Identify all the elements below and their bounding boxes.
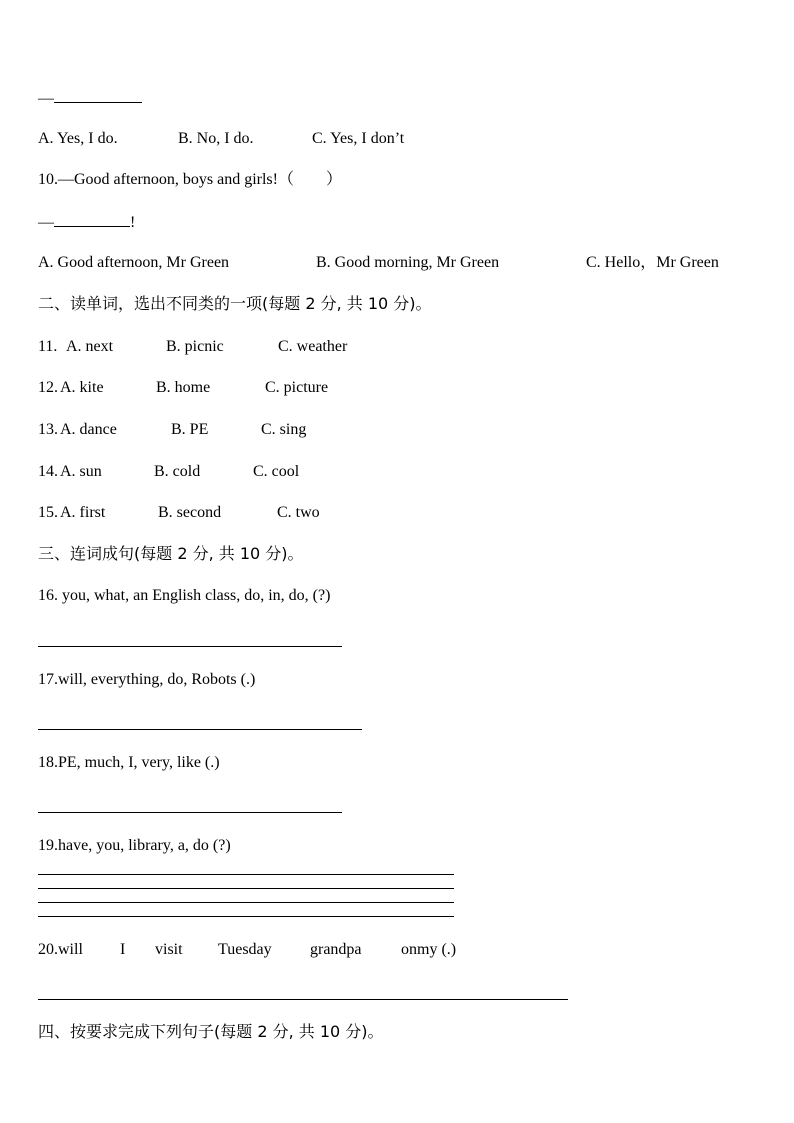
q14-option-c[interactable]: C. cool xyxy=(253,463,300,480)
q15-option-a[interactable]: A. first xyxy=(60,504,106,521)
section3-heading: 三、连词成句(每题 2 分, 共 10 分)。 xyxy=(38,544,304,563)
q19-answer-line-3[interactable] xyxy=(38,902,454,903)
q19-answer-line-2[interactable] xyxy=(38,888,454,889)
q18-answer-line[interactable] xyxy=(38,812,342,813)
q20-word-1: 20.will xyxy=(38,941,83,958)
q20-answer-line[interactable] xyxy=(38,999,568,1000)
q12-option-a[interactable]: A. kite xyxy=(60,379,104,396)
q11-option-a[interactable]: A. next xyxy=(66,338,114,355)
q9-option-a[interactable]: A. Yes, I do. xyxy=(38,130,118,147)
q9-dash: — xyxy=(38,90,54,107)
q20-word-2: I xyxy=(120,941,126,958)
q20-word-3: visit xyxy=(155,941,183,958)
q10-question: 10.—Good afternoon, boys and girls!（ ） xyxy=(38,171,342,188)
q11-option-b[interactable]: B. picnic xyxy=(166,338,224,355)
q9-option-c[interactable]: C. Yes, I don’t xyxy=(312,130,405,147)
q12-option-c[interactable]: C. picture xyxy=(265,379,329,396)
q14-option-b[interactable]: B. cold xyxy=(154,463,201,480)
q12-option-b[interactable]: B. home xyxy=(156,379,211,396)
q10-answer-blank[interactable] xyxy=(54,212,130,227)
q11-number: 11. xyxy=(38,338,58,355)
q14-option-a[interactable]: A. sun xyxy=(60,463,102,480)
q10-answer-end: ! xyxy=(130,214,136,231)
q17-prompt: 17.will, everything, do, Robots (.) xyxy=(38,671,256,688)
q12-number: 12. xyxy=(38,379,58,396)
section4-heading: 四、按要求完成下列句子(每题 2 分, 共 10 分)。 xyxy=(38,1022,384,1041)
q16-answer-line[interactable] xyxy=(38,646,342,647)
q10-option-c[interactable]: C. Hello，Mr Green xyxy=(586,254,719,271)
q17-answer-line[interactable] xyxy=(38,729,362,730)
q15-option-c[interactable]: C. two xyxy=(277,504,320,521)
q19-prompt: 19.have, you, library, a, do (?) xyxy=(38,837,231,854)
q15-number: 15. xyxy=(38,504,58,521)
q19-answer-line-1[interactable] xyxy=(38,874,454,875)
q19-answer-line-4[interactable] xyxy=(38,916,454,917)
q13-option-a[interactable]: A. dance xyxy=(60,421,117,438)
q9-option-b[interactable]: B. No, I do. xyxy=(178,130,254,147)
q20-word-5: grandpa xyxy=(310,941,362,958)
q15-option-b[interactable]: B. second xyxy=(158,504,222,521)
q10-answer-line xyxy=(38,212,135,233)
q20-word-4: Tuesday xyxy=(218,941,272,958)
q10-dash: — xyxy=(38,214,54,231)
q14-number: 14. xyxy=(38,463,58,480)
q10-option-a[interactable]: A. Good afternoon, Mr Green xyxy=(38,254,230,271)
q13-option-c[interactable]: C. sing xyxy=(261,421,307,438)
q20-word-6: onmy (.) xyxy=(401,941,457,958)
q10-option-b[interactable]: B. Good morning, Mr Green xyxy=(316,254,500,271)
section2-heading: 二、读单词，选出不同类的一项(每题 2 分, 共 10 分)。 xyxy=(38,294,432,313)
q13-number: 13. xyxy=(38,421,58,438)
q9-answer-line xyxy=(38,88,142,109)
q9-answer-blank[interactable] xyxy=(54,88,142,103)
q13-option-b[interactable]: B. PE xyxy=(171,421,209,438)
q16-prompt: 16. you, what, an English class, do, in, do, (?) xyxy=(38,587,331,604)
q18-prompt: 18.PE, much, I, very, like (.) xyxy=(38,754,220,771)
q11-option-c[interactable]: C. weather xyxy=(278,338,348,355)
